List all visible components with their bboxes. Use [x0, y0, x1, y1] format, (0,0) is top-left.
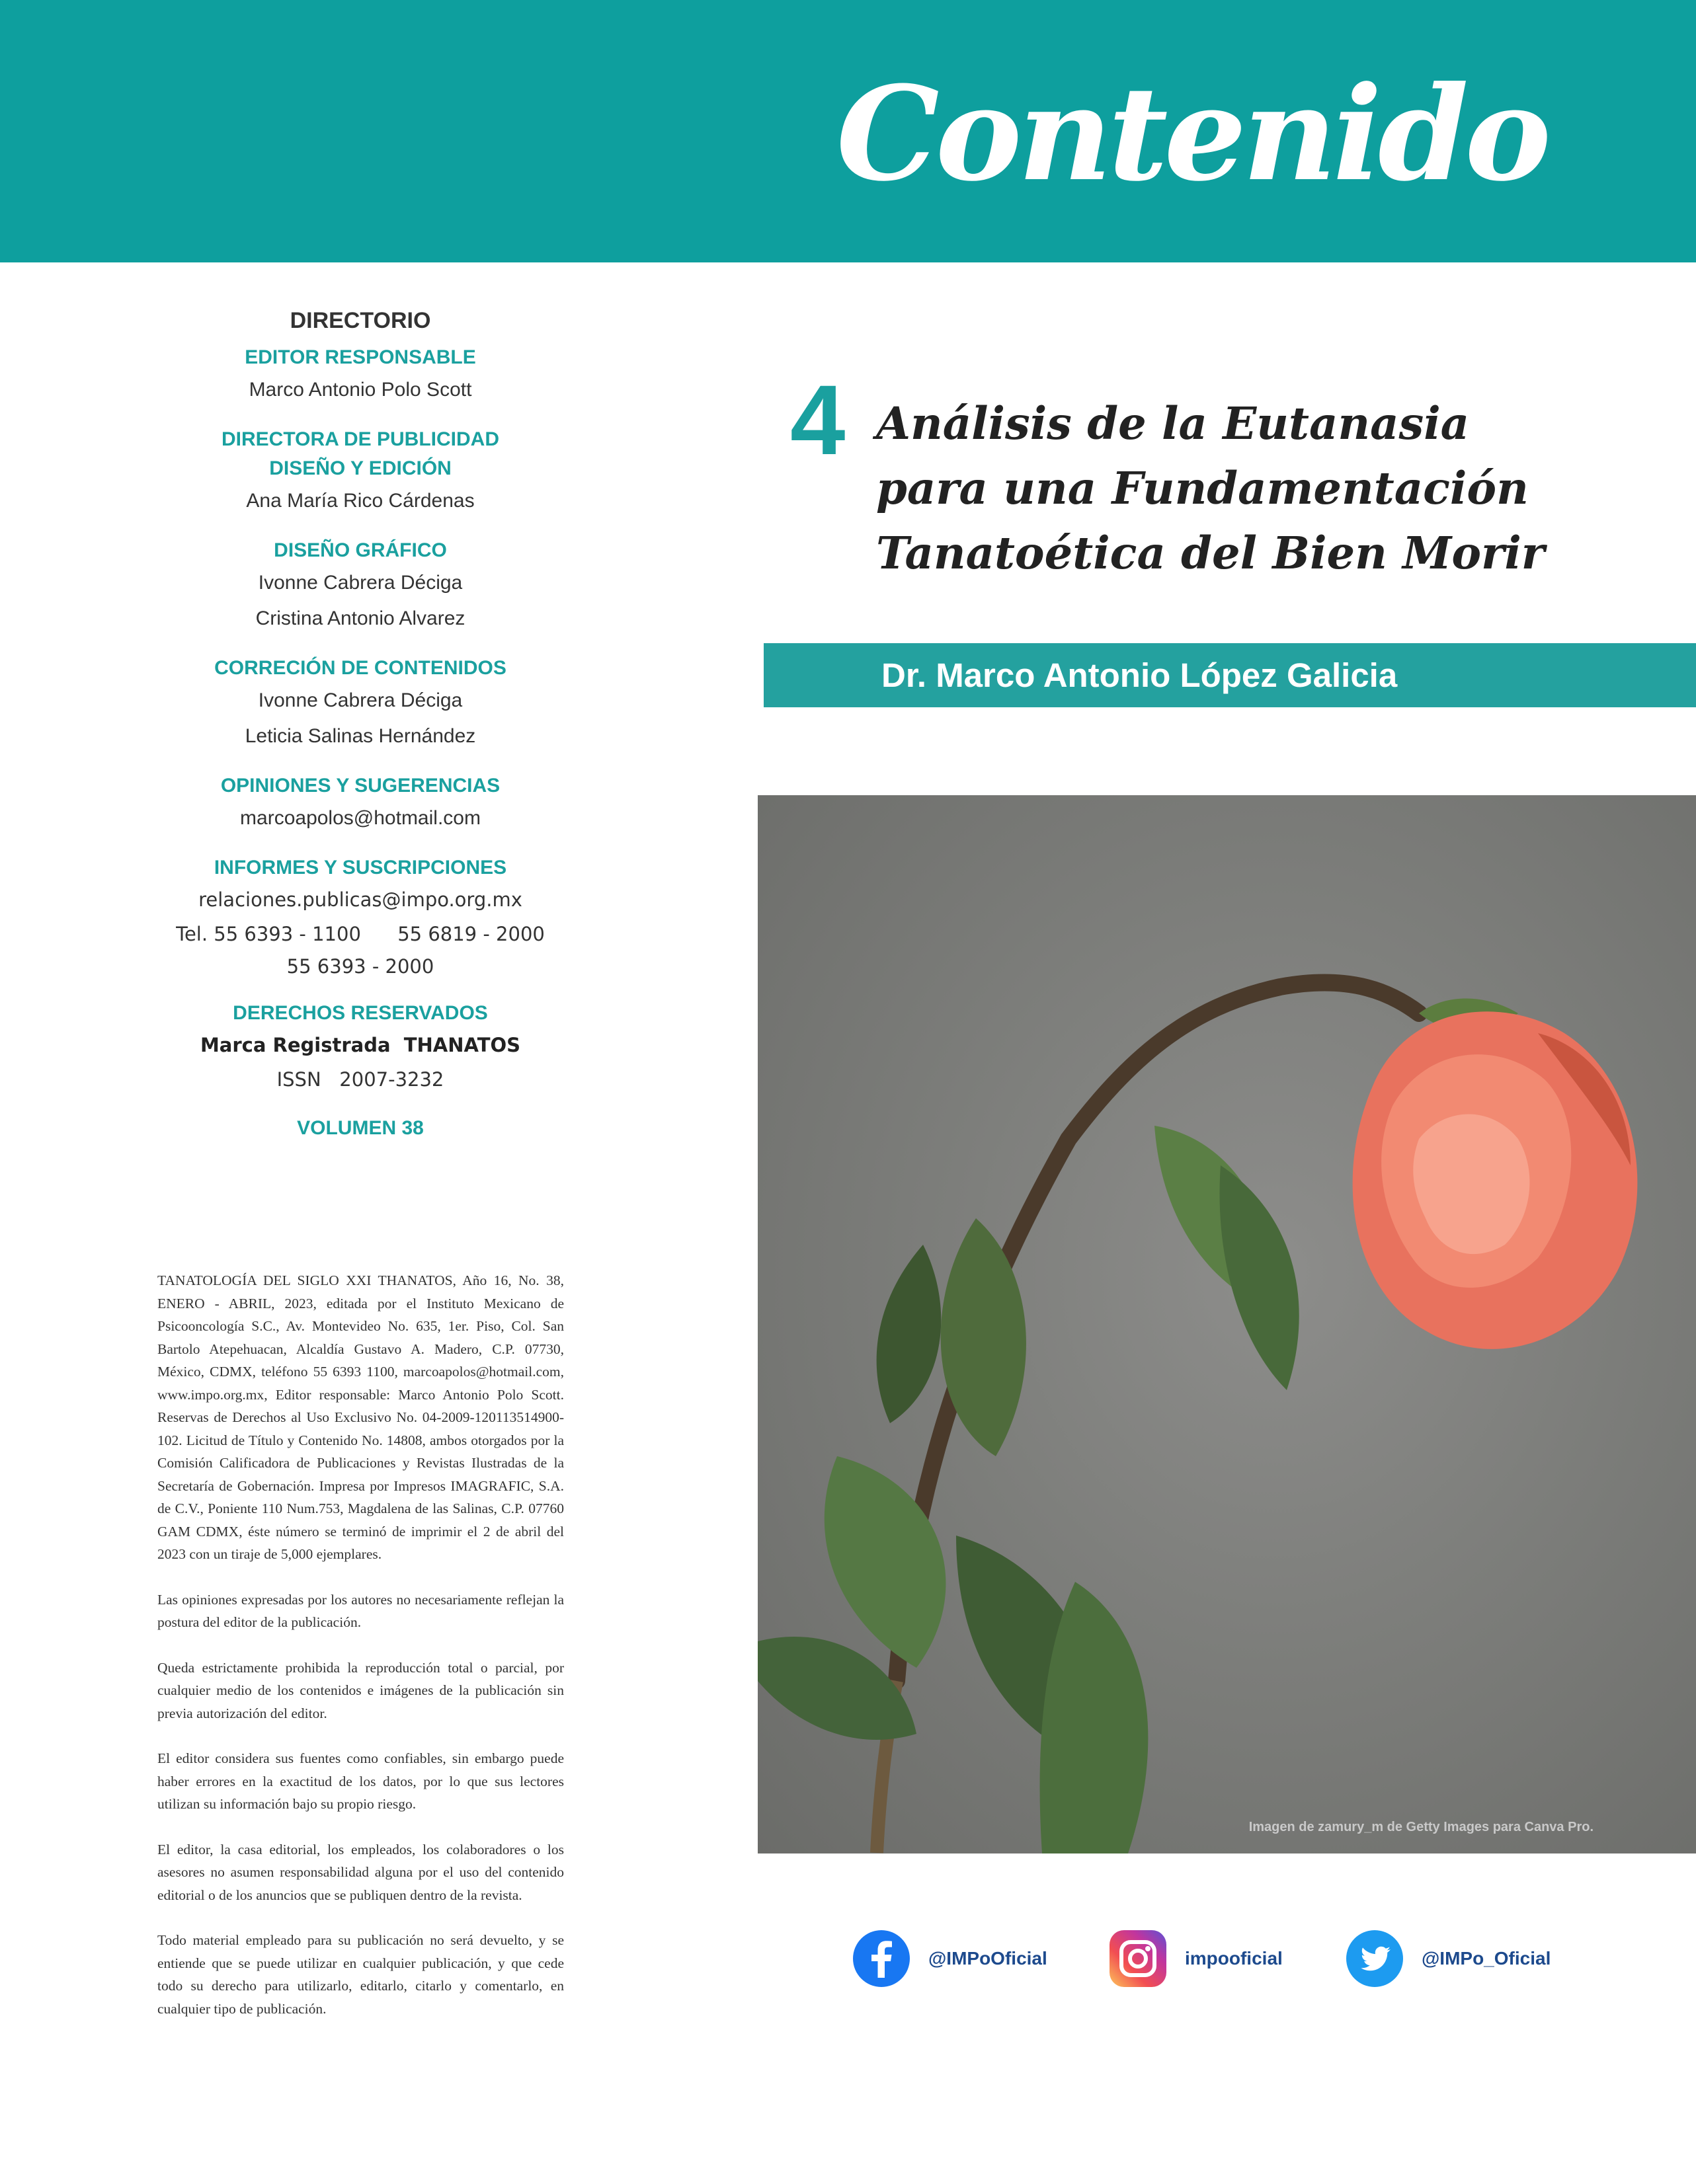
legal-paragraph: Queda estrictamente prohibida la reproducción total o parcial, por cualquier medio de los contenidos e imágenes de la publicación sin previa autorización del editor. [157, 1659, 564, 1721]
directory-section-diseno [126, 536, 595, 637]
section-heading: INFORMES Y SUSCRIPCIONES [214, 857, 507, 878]
page-title: Contenido [836, 58, 1547, 210]
facebook-handle[interactable]: @IMPoOficial [928, 1948, 1047, 1969]
directory-section-volumen [126, 1114, 595, 1143]
section-heading: OPINIONES Y SUGERENCIAS [220, 775, 501, 797]
legal-paragraph: El editor, la casa editorial, los empleados, los colaboradores o los asesores no asumen responsabilidad alguna por el uso del contenido editorial o de los anuncios que se publiquen dentro de la revista. [157, 1841, 564, 1903]
legal-notice [157, 1269, 564, 2043]
twitter-icon [1346, 1930, 1403, 1987]
directory-section-editor [126, 343, 595, 408]
person-name: Ana María Rico Cárdenas [246, 490, 475, 512]
person-name: Marco Antonio Polo Scott [249, 379, 472, 401]
article-number[interactable]: 4 [790, 364, 846, 475]
article-title-line: Tanatoética del Bien Morir [876, 527, 1545, 579]
contact-phone: Tel. 55 6393 - 1100 55 6819 - 2000 [176, 923, 545, 945]
article-title[interactable] [876, 391, 1636, 586]
instagram-icon [1110, 1930, 1166, 1987]
instagram-handle[interactable]: impooficial [1185, 1948, 1283, 1969]
contact-email[interactable]: relaciones.publicas@impo.org.mx [198, 888, 522, 911]
directory-title: DIRECTORIO [290, 308, 431, 333]
wilting-rose-illustration [758, 795, 1696, 1853]
contact-email[interactable]: marcoapolos@hotmail.com [240, 807, 481, 829]
directory-section-correcion [126, 654, 595, 754]
person-name: Ivonne Cabrera Déciga [258, 689, 463, 711]
legal-paragraph: TANATOLOGÍA DEL SIGLO XXI THANATOS, Año 16, No. 38, ENERO - ABRIL, 2023, editada por el Instituto Mexicano de Psicooncología S.C., Av. Montevideo No. 635, 1er. Piso, Col. San Bartolo Atepehuacan, Alcaldía Gustavo A. Madero, C.P. 07730, México, CDMX, teléfono 55 6393 1100, marcoapolos@hotmail.com, www.impo.org.mx, Editor responsable: Marco Antonio Polo Scott. Reservas de Derechos al Uso Exclusivo No. 04-2009-120113514900-102. Licitud de Título y Contenido No. 14808, ambos otorgados por la Comisión Calificadora de Publicaciones y Revistas Ilustradas de la Secretaría de Gobernación. Impresa por Impresos IMAGRAFIC, S.A. de C.V., Poniente 110 Num.753, Magdalena de las Salinas, C.P. 07760 GAM CDMX, éste número se terminó de imprimir el 2 de abril del 2023 con un tiraje de 5,000 ejemplares. [157, 1272, 564, 1562]
section-heading: DERECHOS RESERVADOS [233, 1002, 488, 1024]
person-name: Leticia Salinas Hernández [245, 725, 476, 747]
volume-label: VOLUMEN 38 [297, 1117, 424, 1139]
person-name: Ivonne Cabrera Déciga [258, 572, 463, 594]
directory-section-publicidad [126, 425, 595, 519]
trademark: Marca Registrada THANATOS [200, 1034, 521, 1056]
article-image [758, 795, 1696, 1853]
section-heading: EDITOR RESPONSABLE [245, 346, 476, 368]
author-name: Dr. Marco Antonio López Galicia [881, 656, 1398, 694]
legal-paragraph: El editor considera sus fuentes como confiables, sin embargo puede haber errores en la exactitud de los datos, por lo que sus lectores utilizan su información bajo su propio riesgo. [157, 1750, 564, 1812]
directory-section-opiniones [126, 771, 595, 836]
section-heading: DIRECTORA DE PUBLICIDAD [221, 428, 499, 450]
author-banner [764, 643, 1696, 707]
social-facebook[interactable] [853, 1929, 1047, 1988]
section-heading: CORRECIÓN DE CONTENIDOS [214, 657, 506, 679]
person-name: Cristina Antonio Alvarez [255, 607, 465, 629]
section-heading: DISEÑO GRÁFICO [274, 539, 447, 561]
contact-phone: 55 6393 - 2000 [286, 955, 434, 978]
directory-section-derechos [126, 999, 595, 1097]
image-credit: Imagen de zamury_m de Getty Images para Canva Pro. [1248, 1820, 1594, 1834]
facebook-icon [853, 1930, 910, 1987]
article-title-line: para una Fundamentación [876, 462, 1529, 514]
issn: ISSN 2007-3232 [276, 1068, 444, 1091]
article-title-line: Análisis de la Eutanasia [876, 397, 1470, 449]
section-heading: DISEÑO Y EDICIÓN [269, 457, 452, 479]
social-twitter[interactable] [1346, 1929, 1551, 1988]
twitter-handle[interactable]: @IMPo_Oficial [1422, 1948, 1551, 1969]
directory [126, 291, 595, 1160]
social-instagram[interactable] [1110, 1929, 1283, 1988]
header-banner [0, 0, 1696, 262]
legal-paragraph: Las opiniones expresadas por los autores no necesariamente reflejan la postura del editor de la publicación. [157, 1591, 564, 1630]
directory-section-informes [126, 853, 595, 982]
legal-paragraph: Todo material empleado para su publicación no será devuelto, y se entiende que se puede utilizar en cualquier publicación, y que cede todo su derecho para utilizarlo, editarlo, citarlo y comentarlo, en cualquier tipo de publicación. [157, 1932, 564, 2017]
